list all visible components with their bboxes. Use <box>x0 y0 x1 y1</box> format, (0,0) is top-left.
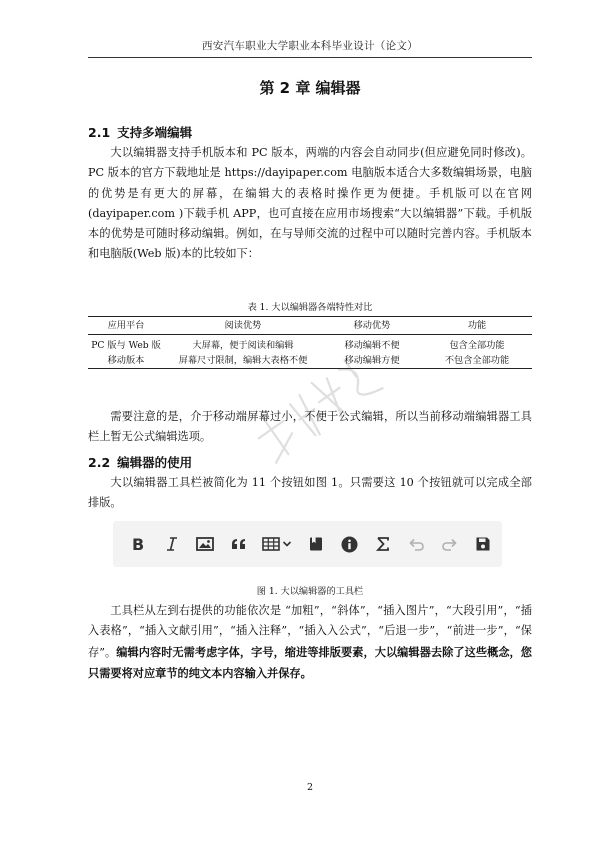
table-cell: 大屏幕，便于阅读和编辑 <box>192 340 294 351</box>
table-cell: 不包含全部功能 <box>444 355 510 366</box>
table-header-cell: 功能 <box>422 317 532 335</box>
insert-image-button[interactable] <box>190 529 220 559</box>
body-paragraph-mobile-note: 需要注意的是，介于移动端屏幕过小，不便于公式编辑，所以当前移动端编辑器工具栏上暂无公式编辑选项。 <box>88 410 532 444</box>
svg-text:B: B <box>132 536 145 552</box>
table-cell: 移动版本 <box>107 355 145 366</box>
italic-button[interactable] <box>157 529 187 559</box>
table-icon <box>262 536 280 552</box>
image-icon <box>196 536 214 552</box>
body-paragraph-multi-platform: 大以编辑器支持手机版本和 PC 版本，两端的内容会自动同步(但应避免同时修改)。PC 版本的官方下载地址是 https://dayipaper.com 电脑版本适合大多数编辑场景，电脑的优势是有更大的屏幕，在编辑大的表格时操作更为便捷。手机版可以在官网(dayipaper.com )下载手机 APP，也可直接在应用市场搜索“大以编辑器”下载。手机版本的优势是可随时移动编辑。例如，在与导师交流的过程中可以随时完善内容。手机版本和电脑版(Web 版)本的比较如下： <box>88 146 532 261</box>
page-number: 2 <box>306 782 314 793</box>
section-heading-2-2 <box>88 453 192 471</box>
chevron-down-icon <box>282 539 292 549</box>
page-header: 西安汽车职业大学职业本科毕业设计（论文） <box>88 38 532 58</box>
quote-icon <box>230 536 248 552</box>
undo-icon <box>408 536 425 552</box>
toolbar-functions-text: 工具栏从左到右提供的功能依次是 “加粗”，“斜体”，“插入图片”，“大段引用”，“插入表格”，“插入文献引用”，“插入注释”，“插入入公式”，“后退一步”，“前进一步”，“保存”。 <box>88 604 532 659</box>
table-header-cell: 应用平台 <box>88 317 164 335</box>
italic-icon <box>164 536 180 552</box>
body-paragraph-toolbar-intro: 大以编辑器工具栏被简化为 11 个按钮如图 1。只需要这 10 个按钮就可以完成全部排版。 <box>88 476 532 510</box>
emphasis-text: 编辑内容时无需考虑字体，字号，缩进等排版要素，大以编辑器去除了这些概念，您只需要将对应章节的纯文本内容输入并保存。 <box>88 644 532 680</box>
section-number: 2.2 <box>88 455 111 470</box>
table-cell: 移动编辑方便 <box>344 355 400 366</box>
table-header-row <box>88 317 532 335</box>
table-caption: 表 1. 大以编辑器各端特性对比 <box>247 302 373 313</box>
save-icon <box>475 536 491 552</box>
section-number: 2.1 <box>88 125 111 140</box>
bookmark-icon <box>308 536 324 552</box>
section-heading-2-1 <box>88 123 192 141</box>
save-button[interactable] <box>468 529 498 559</box>
editor-toolbar-figure <box>113 521 502 567</box>
chapter-title: 第 2 章 编辑器 <box>259 79 361 97</box>
redo-icon <box>441 536 458 552</box>
sigma-icon <box>375 536 391 552</box>
bold-button[interactable] <box>123 529 153 559</box>
info-icon <box>341 536 358 553</box>
insert-reference-button[interactable] <box>301 529 331 559</box>
table-row <box>88 335 532 354</box>
section-title: 支持多端编辑 <box>117 125 193 140</box>
table-cell: 包含全部功能 <box>449 340 505 351</box>
section-title: 编辑器的使用 <box>117 455 193 470</box>
block-quote-button[interactable] <box>224 529 254 559</box>
insert-table-button[interactable] <box>257 529 297 559</box>
table-header-cell: 移动优势 <box>322 317 422 335</box>
figure-caption: 图 1. 大以编辑器的工具栏 <box>256 586 364 597</box>
undo-button[interactable] <box>401 529 431 559</box>
table-row <box>88 353 532 369</box>
body-paragraph-toolbar-functions <box>88 601 532 684</box>
insert-note-button[interactable] <box>334 529 364 559</box>
table-cell: 移动编辑不便 <box>344 340 400 351</box>
redo-button[interactable] <box>435 529 465 559</box>
table-cell: PC 版与 Web 版 <box>91 340 161 351</box>
insert-formula-button[interactable] <box>368 529 398 559</box>
table-header-cell: 阅读优势 <box>164 317 322 335</box>
table-cell: 屏幕尺寸限制，编辑大表格不便 <box>178 355 308 366</box>
bold-icon <box>130 536 146 552</box>
platform-comparison-table <box>88 316 532 369</box>
